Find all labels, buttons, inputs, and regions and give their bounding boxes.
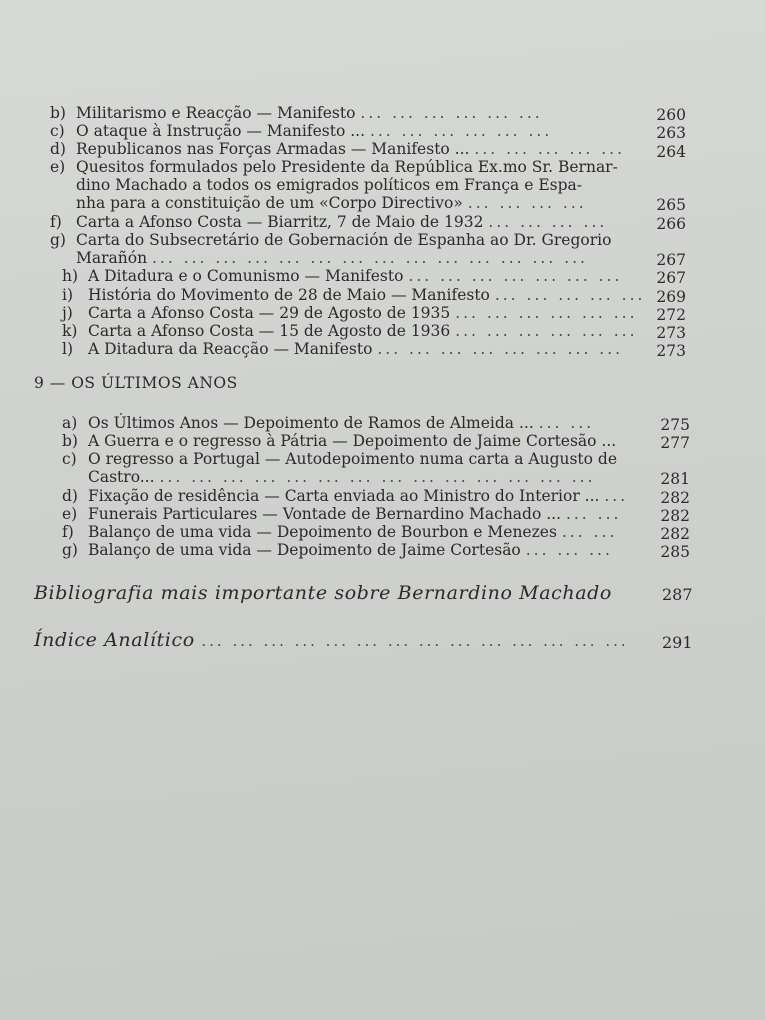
- toc-entry: d) Republicanos nas Forças Armadas — Manifesto ... ... ... ... ... ...: [50, 140, 626, 158]
- page-number: 291: [662, 633, 693, 652]
- toc-entry: h) A Ditadura e o Comunismo — Manifesto ... ... ... ... ... ... ...: [62, 267, 623, 285]
- page-number: 282: [660, 507, 690, 525]
- bibliography-entry: Bibliografia mais importante sobre Bernardino Machado: [34, 582, 612, 604]
- toc-entry: c) O regresso a Portugal — Autodepoimento numa carta a Augusto de: [62, 450, 618, 468]
- toc-entry: d) Fixação de residência — Carta enviada ao Ministro do Interior ... ...: [62, 487, 629, 505]
- page-number: 267: [656, 251, 686, 269]
- toc-entry: g) Carta do Subsecretário de Gobernación de Espanha ao Dr. Gregorio: [50, 231, 612, 249]
- page-number: 269: [656, 288, 686, 306]
- page-number: 281: [660, 470, 690, 488]
- toc-entry: j) Carta a Afonso Costa — 29 de Agosto de 1935 ... ... ... ... ... ...: [62, 304, 638, 322]
- toc-entry: i) História do Movimento de 28 de Maio — Manifesto ... ... ... ... ...: [62, 286, 646, 304]
- page-number: 263: [656, 124, 686, 142]
- toc-entry: g) Balanço de uma vida — Depoimento de Jaime Cortesão ... ... ...: [62, 541, 613, 559]
- toc-entry: e) Funerais Particulares — Vontade de Bernardino Machado ... ... ...: [62, 505, 622, 523]
- toc-entry-continuation: nha para a constituição de um «Corpo Directivo» ... ... ... ...: [76, 194, 587, 212]
- page-number: 285: [660, 543, 690, 561]
- toc-entry: e) Quesitos formulados pelo Presidente da República Ex.mo Sr. Bernar-: [50, 158, 618, 176]
- toc-entry-continuation: Marañón ... ... ... ... ... ... ... ... ... ... ... ... ... ...: [76, 249, 588, 267]
- page-number: 264: [656, 143, 686, 161]
- toc-entry: f) Carta a Afonso Costa — Biarritz, 7 de Maio de 1932 ... ... ... ...: [50, 213, 608, 231]
- page-number: 260: [656, 106, 686, 124]
- page-number: 282: [660, 489, 690, 507]
- page-number: 282: [660, 525, 690, 543]
- toc-entry: f) Balanço de uma vida — Depoimento de Bourbon e Menezes ... ...: [62, 523, 618, 541]
- section-title: 9 — OS ÚLTIMOS ANOS: [34, 374, 238, 392]
- toc-entry: a) Os Últimos Anos — Depoimento de Ramos de Almeida ... ... ...: [62, 414, 595, 432]
- index-entry: Índice Analítico ... ... ... ... ... ... ... ... ... ... ... ... ... ...: [34, 629, 629, 651]
- toc-entry-continuation: dino Machado a todos os emigrados políticos em França e Espa-: [76, 176, 582, 194]
- page-number: 273: [656, 342, 686, 360]
- page-number: 272: [656, 306, 686, 324]
- toc-entry: b) A Guerra e o regresso à Pátria — Depoimento de Jaime Cortesão ...: [62, 432, 617, 450]
- page-number: 267: [656, 269, 686, 287]
- page-number: 265: [656, 196, 686, 214]
- page-number: 277: [660, 434, 690, 452]
- page-number: 275: [660, 416, 690, 434]
- toc-entry: c) O ataque à Instrução — Manifesto ... ... ... ... ... ... ...: [50, 122, 553, 140]
- page-number: 287: [662, 585, 693, 604]
- page-number: 273: [656, 324, 686, 342]
- toc-entry: b) Militarismo e Reacção — Manifesto ... ... ... ... ... ...: [50, 104, 543, 122]
- toc-entry: l) A Ditadura da Reacção — Manifesto ... ... ... ... ... ... ... ...: [62, 340, 624, 358]
- toc-entry-continuation: Castro... ... ... ... ... ... ... ... ... ... ... ... ... ... ...: [88, 468, 596, 486]
- toc-entry: k) Carta a Afonso Costa — 15 de Agosto de 1936 ... ... ... ... ... ...: [62, 322, 638, 340]
- page-number: 266: [656, 215, 686, 233]
